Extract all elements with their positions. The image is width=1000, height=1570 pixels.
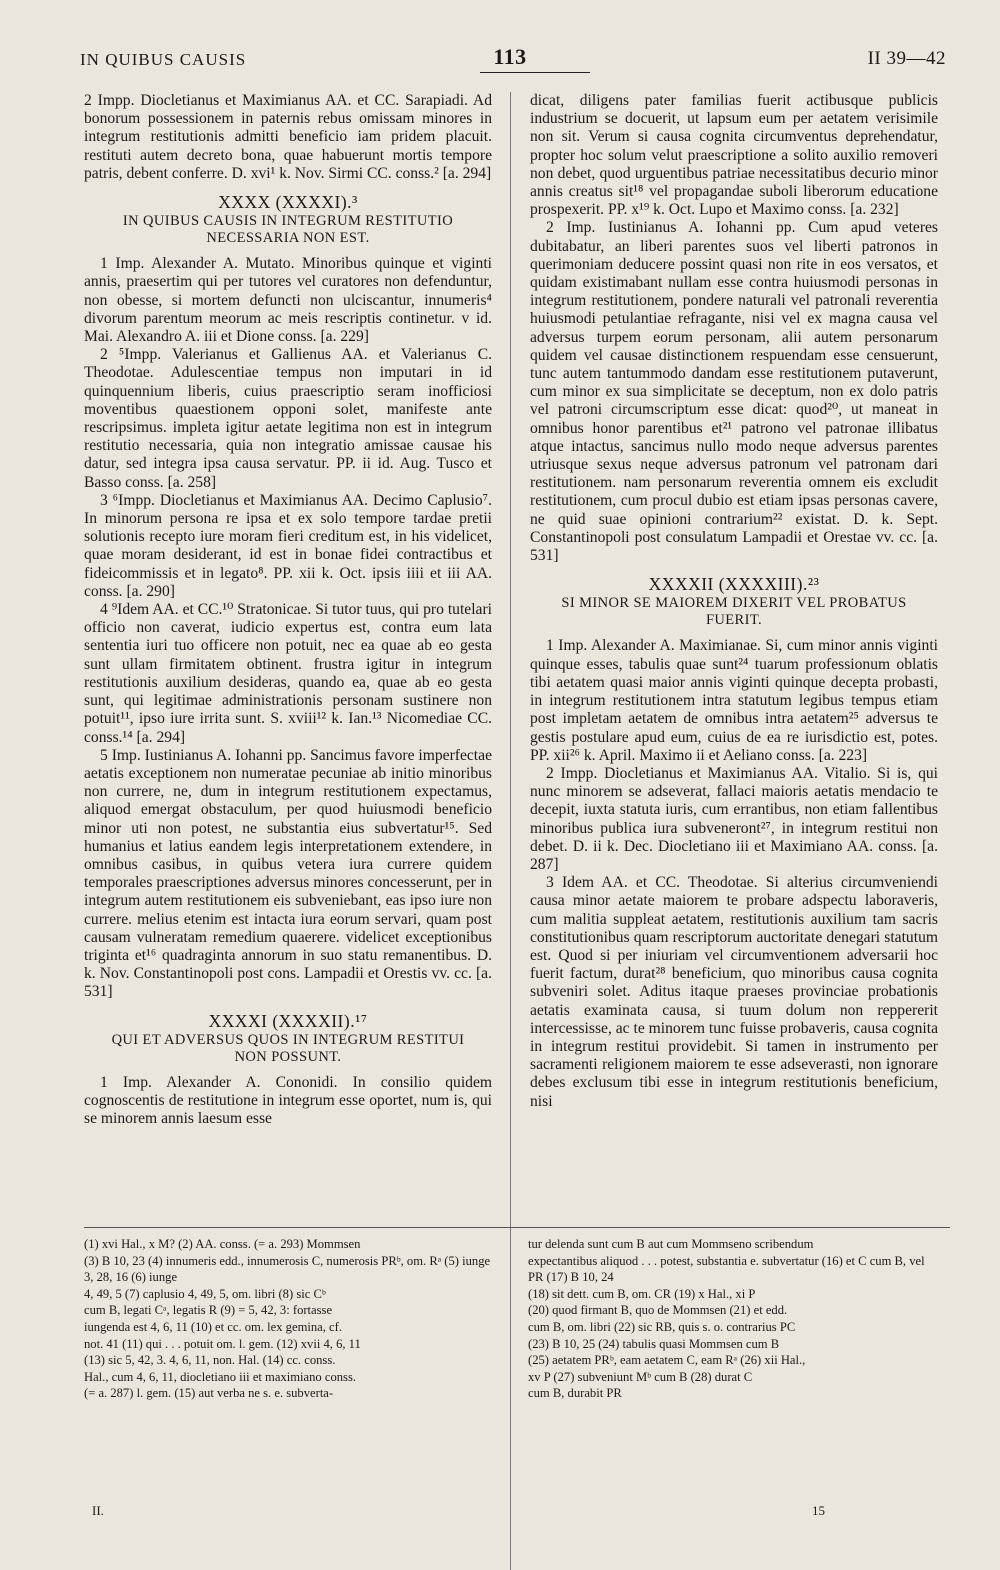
right-column (530, 92, 938, 1111)
footnote-line: cum B, om. libri (22) sic RB, quis s. o. contrarius PC (528, 1319, 796, 1334)
footnote-line: (20) quod firmant B, quo de Mommsen (21) et edd. (528, 1303, 788, 1318)
running-head-title: IN QUIBUS CAUSIS (80, 50, 247, 69)
section-subtitle-42: SI MINOR SE MAIOREM DIXERIT VEL PROBATUS FUERIT. (561, 595, 907, 629)
paragraph-sarapiadi: 2 Impp. Diocletianus et Maximianus AA. et CC. Sarapiadi. Ad bonorum possessionem in paternis rebus omissam minores in integrum restitutionis admitti beneficio iam pridem placuit. restituti autem decreto bona, quae habuerunt mortis tempore patris, debent conferre. D. xvi¹ k. Nov. Sirmi CC. conss.² [a. 294] (84, 92, 492, 182)
footnote-line: iungenda est 4, 6, 11 (10) et cc. om. lex gemina, cf. (84, 1319, 342, 1334)
section-subtitle-41: QUI ET ADVERSUS QUOS IN INTEGRUM RESTITUI NON POSSUNT. (111, 1031, 465, 1065)
paragraph-maximianae: 1 Imp. Alexander A. Maximianae. Si, cum minor annis viginti quinque esses, tabulis quae sunt²⁴ tuarum professionum oblatis tibi aetatem quasi maior annis viginti quinque decepta probasti, in integrum restitutionem intra statutum legibus tempus etiam post impletam aetatem de omnibus intra aetatem²⁵ adversus te gestis postulare apud eum, cuius de ea re iurisdictio est, potes. PP. xii²⁶ k. April. Maximo ii et Aeliano conss. [a. 223] (530, 637, 938, 764)
paragraph-theodotae-2: 3 Idem AA. et CC. Theodotae. Si alterius circumveniendi causa minor aetate maiorem te probare adspectu laboraveris, cum malitia suppleat aetatem, restitutionis auxilium tam sacris constitutionibus quam rescriptorum auctoritate denegari statutum est. Quod si per iniuriam vel circumventionem adversarii hoc fuerit factum, durat²⁸ beneficium, quo minoribus causa cognita subveniri solet. Aditus itaque praeses provinciae probationis aetatis examinata causa, si tuum dolum non reppererit intercessisse, ac te minorem tunc fuisse probaveris, causa cognita in integrum restitui providebit. Si tamen in instrumento per sacramenti religionem maiorem te esse adseverasti, non ignorare debes exclusum tibi esse in integrum restitutionis beneficium, nisi (530, 874, 938, 1110)
footnote-line: (13) sic 5, 42, 3. 4, 6, 11, non. Hal. (14) cc. conss. (84, 1353, 336, 1368)
paragraph-theodotae: 2 ⁵Impp. Valerianus et Gallienus AA. et Valerianus C. Theodotae. Adulescentiae tempus non imputari in id quinquennium liberis, cuius praescriptio seram inofficiosi moventibus quaestionem opponi solet, manifeste ante rescripsimus. impleta igitur aetate legitima non est in integrum restitutio necessaria, quia non integratio amissae causae his datur, sed integra ipsa causa servatur. PP. ii id. Aug. Tusco et Basso conss. [a. 258] (84, 346, 492, 491)
signature-mark: II. (92, 1503, 104, 1518)
section-title-42: XXXXII (XXXXIII).²³ (648, 574, 820, 595)
footnote-line: cum B, legati Cᵃ, legatis R (9) = 5, 42, 3: fortasse (84, 1303, 333, 1318)
paragraph-continuation: dicat, diligens pater familias fuerit actibusque publicis industrium se docuerit, ut lapsum eum per aetatem verisimile non sit. Verum si causa cognita circumventus deprehendatur, propter hoc solum velut praescriptione a solito auxilio removeri non debet, quod urguentibus patriae necessitatibus decurio minor annis creatus sit¹⁸ vel propagandae suboli liberorum educatione prospexerit. PP. x¹⁹ k. Oct. Lupo et Maximo conss. [a. 232] (530, 92, 938, 219)
folio-mark: 15 (812, 1503, 825, 1518)
paragraph-vitalio: 2 Impp. Diocletianus et Maximianus AA. Vitalio. Si is, qui nunc minorem se adseverat, fallaci maioris aetatis mendacio te decepit, iuxta statuta iuris, cum errantibus, non etiam fallentibus minoribus publica iura subveneront²⁷, in integrum restitui non debet. D. ii k. Dec. Diocletiano iii et Maximiano AA. conss. [a. 287] (530, 764, 938, 873)
paragraph-iohanni-2: 2 Imp. Iustinianus A. Iohanni pp. Cum apud veteres dubitabatur, an liberi parentes suos vel liberti patronos in querimoniam deducere possint quasi non rite in eos versatos, et quidam existimabant nullam esse contra huiusmodi personas in integrum restitutionem, pondere naturali vel patronali reverentia huiusmodi petulantiae refragante, nisi vel ex magna causa vel adversus turpem eorum personam, alii autem personarum quidem vel causae distinctionem respuendam esse censuerunt, tunc autem tantummodo dandam esse restitutionem putaverunt, cum minor ex sua simplicitate se deceptum, non ex dolo patris vel patroni circumscriptum esse dicat: quod²⁰, ut maneat in omnibus honor parentibus et²¹ patrono vel patronae illibatus atque intactus, sancimus nullo modo neque adversus parentes utriusque sexus neque adversus patronum vel patronam dari restitutionem. nam personarum reverentia omnem eis excludit restitutionem, cum procul dubio est etiam ipsas personas cavere, ne quid suae opinioni contrarium²² existat. D. k. Sept. Constantinopoli post consulatum Lampadii et Orestae vv. cc. [a. 531] (530, 219, 938, 565)
footnote-line: tur delenda sunt cum B aut cum Mommseno scribendum (528, 1237, 814, 1251)
paragraph-iohanni: 5 Imp. Iustinianus A. Iohanni pp. Sancimus favore imperfectae aetatis exceptionem non numeratae pecuniae ab initio minoribus non currere, ne, dum in integrum restitutionem expectamus, aliquod emergat obstaculum, per quod huiusmodi beneficio minor uti non potest, ne substantia eius subvertatur¹⁵. Sed humanius et latius eandem legis interpretationem extendere, in omnibus casibus, in quibus vetera iura currere quidem temporales praescriptiones adversus minores concesserunt, per in integrum autem restitutionem eis subveniebant, eas ipso iure non currere. melius etenim est intacta iura eorum servari, quam post causam vulneratam remedium quaerere. videlicet exceptionibus triginta et¹⁶ quadraginta annorum in suo statu remanentibus. D. k. Nov. Constantinopoli post cons. Lampadii et Orestis vv. cc. [a. 531] (84, 746, 492, 1001)
footnote-line: (25) aetatem PRᵇ, eam aetatem C, eam Rᵃ (26) xii Hal., (528, 1353, 806, 1368)
section-subtitle-40: IN QUIBUS CAUSIS IN INTEGRUM RESTITUTIO NECESSARIA NON EST. (122, 213, 454, 247)
page-number: 113 (493, 44, 527, 69)
footnote-rule (84, 1227, 950, 1228)
footnote-line: (23) B 10, 25 (24) tabulis quasi Mommsen cum B (528, 1336, 780, 1351)
footnotes-right (528, 1236, 940, 1402)
footnote-line: (18) sit dett. cum B, om. CR (19) x Hal., xi P (528, 1286, 756, 1301)
footnote-line: expectantibus aliquod . . . potest, substantia e. subvertatur (16) et C cum B, vel PR (17) B 10, 24 (528, 1253, 925, 1285)
footnote-line: (3) B 10, 23 (4) innumeris edd., innumerosis C, numerosis PRᵇ, om. Rᵃ (5) iunge 3, 28, 16 (6) iunge (84, 1253, 491, 1285)
footnote-line: 4, 49, 5 (7) caplusio 4, 49, 5, om. libri (8) sic Cᵇ (84, 1286, 326, 1301)
section-title-40: XXXX (XXXXI).³ (218, 192, 358, 213)
footnote-divider (510, 1230, 511, 1470)
left-column (84, 92, 492, 1128)
section-range: II 39—42 (867, 48, 946, 69)
footnote-line: xv P (27) subveniunt Mᵇ cum B (28) durat C (528, 1369, 753, 1384)
paragraph-mutato: 1 Imp. Alexander A. Mutato. Minoribus quinque et viginti annis, praesertim qui per tutores vel curatores non defenduntur, non obesse, si mortem defuncti non ulciscantur, innumeris⁴ divorum parentum meorum ac meis rescriptis continetur. v id. Mai. Alexandro A. iii et Dione conss. [a. 229] (84, 255, 492, 346)
footnote-line: (= a. 287) l. gem. (15) aut verba ne s. e. subverta- (84, 1386, 334, 1401)
footnote-line: not. 41 (11) qui . . . potuit om. l. gem. (12) xvii 4, 6, 11 (84, 1336, 361, 1351)
footnote-line: (1) xvi Hal., x M? (2) AA. conss. (= a. 293) Mommsen (84, 1237, 361, 1251)
footnote-line: cum B, durabit PR (528, 1386, 622, 1401)
paragraph-stratonicae: 4 ⁹Idem AA. et CC.¹⁰ Stratonicae. Si tutor tuus, qui pro tutelari officio non caverat, iudicio expertus est, contra eum lata sententia iuri tuo officere non potuit, nec ea quae ab eo gesta sunt ullam firmitatem obtinent. frustra igitur in integrum restitutionis auxilium desideras, quando ea, quae ab eo gesta sunt, qui legitimae administrationis personam sustinere non potuit¹¹, ipso iure irrita sunt. S. xviii¹² k. Ian.¹³ Nicomediae CC. conss.¹⁴ [a. 294] (84, 601, 492, 746)
section-title-41: XXXXI (XXXXII).¹⁷ (208, 1010, 368, 1031)
paragraph-cononidi: 1 Imp. Alexander A. Cononidi. In consilio quidem cognoscentis de restitutione in integrum esse oportet, num is, qui se minorem annis laesum esse (84, 1073, 492, 1128)
footnote-line: Hal., cum 4, 6, 11, diocletiano iii et maximiano conss. (84, 1369, 356, 1384)
paragraph-caplusio: 3 ⁶Impp. Diocletianus et Maximianus AA. Decimo Caplusio⁷. In minorum persona re ipsa et ex solo tempore tardae pretii solutionis recepto iure moram fieri creditum est, in his videlicet, quae moram desiderant, id est in bonae fidei contractibus et fideicommissis et in legato⁸. PP. xii k. Oct. ipsis iiii et iii AA. conss. [a. 290] (84, 491, 492, 600)
header-rule (480, 72, 590, 73)
running-head (80, 44, 946, 74)
footnotes-left (84, 1236, 496, 1402)
